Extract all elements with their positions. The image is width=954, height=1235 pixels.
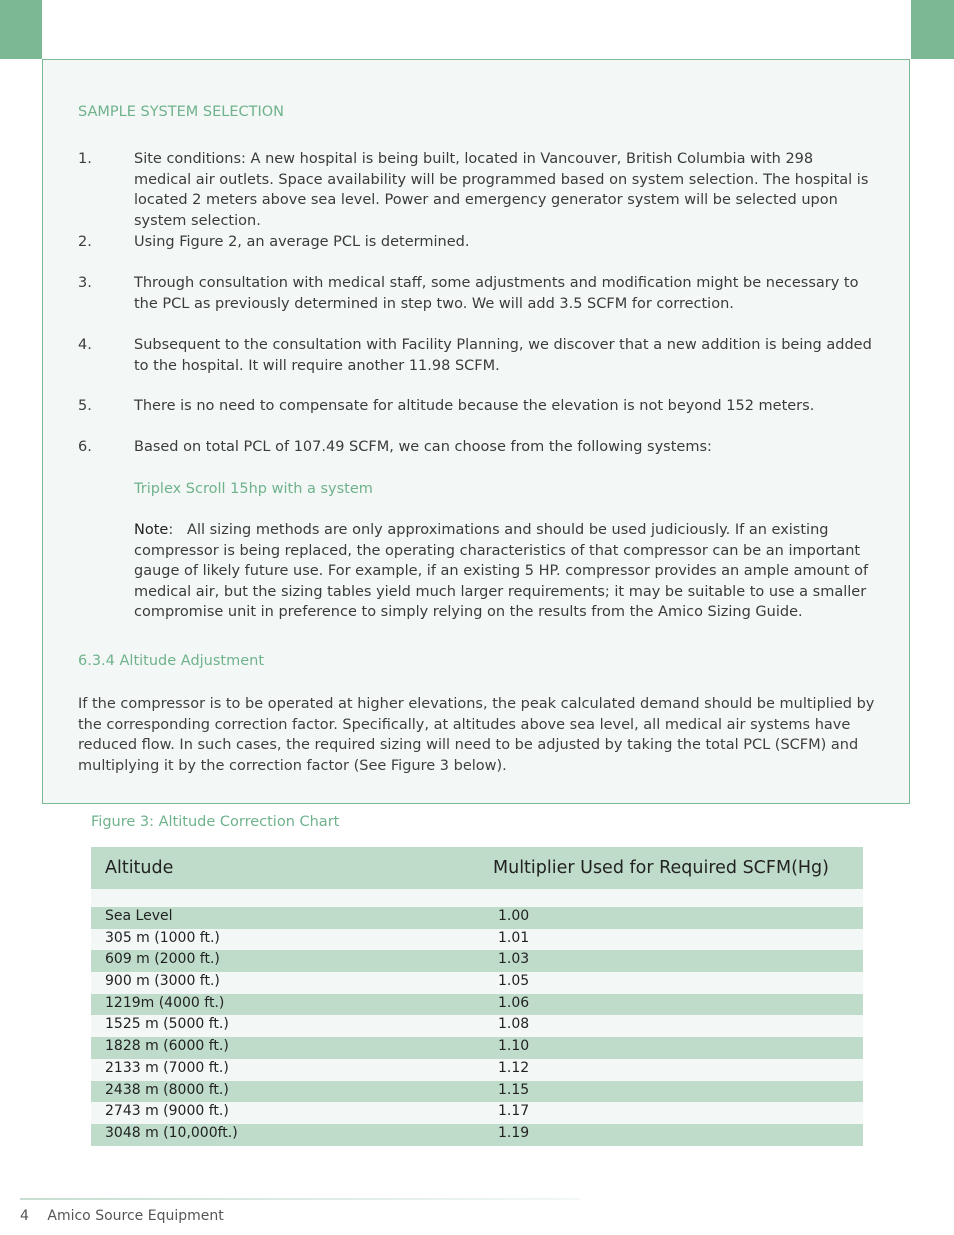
table-row [91,1059,863,1081]
step-number: 3. [78,275,92,291]
altitude-cell: 2133 m (7000 ft.) [105,1059,229,1076]
step-text: Using Figure 2, an average PCL is determined. [134,234,470,250]
table-row [91,1081,863,1103]
altitude-cell: 1525 m (5000 ft.) [105,1016,229,1033]
altitude-cell: 2438 m (8000 ft.) [105,1081,229,1098]
altitude-cell: 1828 m (6000 ft.) [105,1038,229,1055]
corner-tab-left [0,0,42,59]
step-number: 6. [78,439,92,455]
column-header-multiplier: Multiplier Used for Required SCFM(Hg) [493,858,829,878]
multiplier-cell: 1.17 [498,1103,530,1120]
table-row [91,1037,863,1059]
note-block: Note: All sizing methods are only approximations and should be used judiciously. If an existing compressor is being replaced, the operating characteristics of that compressor can be an important gauge of likely future use. For example, if an existing 5 HP. compressor provides an ample amount of medical air, but the sizing tables yield much larger requirements; it may be suitable to use a smaller compromise unit in preference to simply relying on the results from the Amico Sizing Guide. [134,522,869,620]
multiplier-cell: 1.03 [498,951,530,968]
table-row [91,907,863,929]
altitude-correction-table [91,847,863,1146]
figure-caption: Figure 3: Altitude Correction Chart [91,814,340,830]
corner-tab-right [911,0,954,59]
altitude-cell: 3048 m (10,000ft.) [105,1124,238,1141]
multiplier-cell: 1.12 [498,1059,530,1076]
table-row [91,994,863,1016]
altitude-heading: 6.3.4 Altitude Adjustment [78,653,265,669]
multiplier-cell: 1.05 [498,973,530,990]
table-row [91,929,863,951]
altitude-cell: 2743 m (9000 ft.) [105,1103,229,1120]
multiplier-cell: 1.06 [498,994,530,1011]
page-number: 4 [20,1208,29,1224]
altitude-cell: 305 m (1000 ft.) [105,929,220,946]
system-choice: Triplex Scroll 15hp with a system [134,481,373,497]
step-number: 4. [78,337,92,353]
table-row [91,950,863,972]
altitude-cell: 900 m (3000 ft.) [105,973,220,990]
table-row [91,972,863,994]
table-header [91,847,863,889]
footer-divider [20,1198,580,1200]
page-footer [20,1208,224,1224]
step-text: Based on total PCL of 107.49 SCFM, we can choose from the following systems: [134,439,712,455]
altitude-paragraph: If the compressor is to be operated at higher elevations, the peak calculated demand should be multiplied by the corresponding correction factor. Specifically, at altitudes above sea level, all medical air systems have reduced flow. In such cases, the required sizing will need to be adjusted by taking the total PCL (SCFM) and multiplying it by the correction factor (See Figure 3 below). [78,696,875,774]
table-row [91,1015,863,1037]
step-text: Through consultation with medical staff, some adjustments and modification might be necessary to the PCL as previously determined in step two. We will add 3.5 SCFM for correction. [134,275,859,312]
step-text: Subsequent to the consultation with Facility Planning, we discover that a new addition is being added to the hospital. It will require another 11.98 SCFM. [134,337,872,374]
table-spacer [91,889,863,907]
step-number: 5. [78,398,92,414]
section-title: SAMPLE SYSTEM SELECTION [78,104,285,120]
step-text: There is no need to compensate for altitude because the elevation is not beyond 152 meters. [134,398,815,414]
table-row [91,1102,863,1124]
altitude-cell: 1219m (4000 ft.) [105,994,225,1011]
footer-title: Amico Source Equipment [47,1208,224,1224]
column-header-altitude: Altitude [105,858,174,878]
multiplier-cell: 1.10 [498,1038,530,1055]
table-row [91,1124,863,1146]
step-number: 2. [78,234,92,250]
step-text: Site conditions: A new hospital is being built, located in Vancouver, British Columbia with 298 medical air outlets. Space availability will be programmed based on system selection. The hospital is located 2 meters above sea level. Power and emergency generator system will be selected upon system selection. [134,151,869,229]
multiplier-cell: 1.08 [498,1016,530,1033]
step-number: 1. [78,151,92,167]
altitude-cell: Sea Level [105,908,173,924]
multiplier-cell: 1.15 [498,1081,530,1098]
multiplier-cell: 1.19 [498,1124,530,1141]
altitude-cell: 609 m (2000 ft.) [105,951,220,968]
multiplier-cell: 1.00 [498,908,530,924]
note-label: Note [134,522,169,538]
note-text: All sizing methods are only approximations and should be used judiciously. If an existing compressor is being replaced, the operating characteristics of that compressor can be an important gauge of likely future use. For example, if an existing 5 HP. compressor provides an ample amount of medical air, but the sizing tables yield much larger requirements; it may be suitable to use a smaller compromise unit in preference to simply relying on the results from the Amico Sizing Guide. [134,522,869,620]
multiplier-cell: 1.01 [498,929,530,946]
